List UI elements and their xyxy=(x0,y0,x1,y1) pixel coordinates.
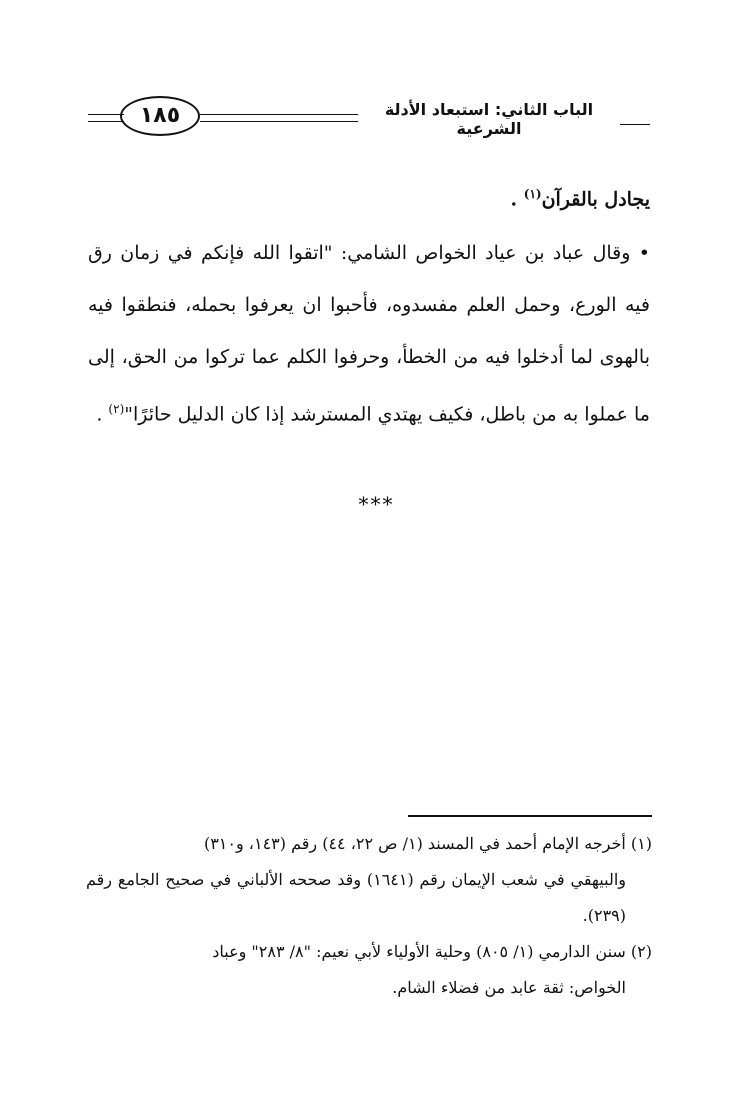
header-rule xyxy=(88,114,124,115)
header-rule xyxy=(200,121,358,122)
footnote-2-rest: الخواص: ثقة عابد من فضلاء الشام. xyxy=(392,978,626,997)
header-rule xyxy=(200,114,358,115)
paragraph-2-end: . xyxy=(96,403,103,426)
header-rule xyxy=(620,124,650,125)
paragraph-2 xyxy=(88,227,650,440)
footnote-1-rest: والبيهقي في شعب الإيمان رقم (١٦٤١) وقد صححه الألباني في صحيح الجامع رقم (٢٣٩). xyxy=(86,870,627,925)
section-separator: *** xyxy=(358,492,395,516)
footnote-ref-1: (١) xyxy=(523,187,542,201)
chapter-title: الباب الثاني: استبعاد الأدلة الشرعية xyxy=(384,100,594,138)
page-number: ١٨٥ xyxy=(120,96,200,136)
footnote-2-line1: (٢) سنن الدارمي (١/ ٨٠٥) وحلية الأولياء لأبي نعيم: "٨/ ٢٨٣" وعباد xyxy=(212,942,652,961)
footnote-1-line1: (١) أخرجه الإمام أحمد في المسند (١/ ص ٢٢، ٤٤) رقم (١٤٣، و٣١٠) xyxy=(203,834,652,853)
footnotes xyxy=(86,826,652,1006)
paragraph-1 xyxy=(88,168,650,225)
header-rule xyxy=(88,121,124,122)
paragraph-2-text: • وقال عباد بن عياد الخواص الشامي: "اتقوا الله فإنكم في زمان رق فيه الورع، وحمل العلم مفسدوه، فأحبوا ان يعرفوا بحمله، فنطقوا فيه بالهوى لما أدخلوا فيه من الخطأ، وحرفوا الكلم عما تركوا من الحق، إلى ما عملوا به من باطل، فكيف يهتدي المسترشد إذا كان الدليل حائرًا" xyxy=(88,242,650,426)
page-header xyxy=(88,92,648,144)
paragraph-1-end: . xyxy=(510,188,518,211)
paragraph-1-text: يجادل بالقرآن xyxy=(541,188,650,211)
main-text xyxy=(88,168,650,441)
footnote-divider xyxy=(408,815,652,817)
footnote-ref-2: (٢) xyxy=(108,402,125,417)
